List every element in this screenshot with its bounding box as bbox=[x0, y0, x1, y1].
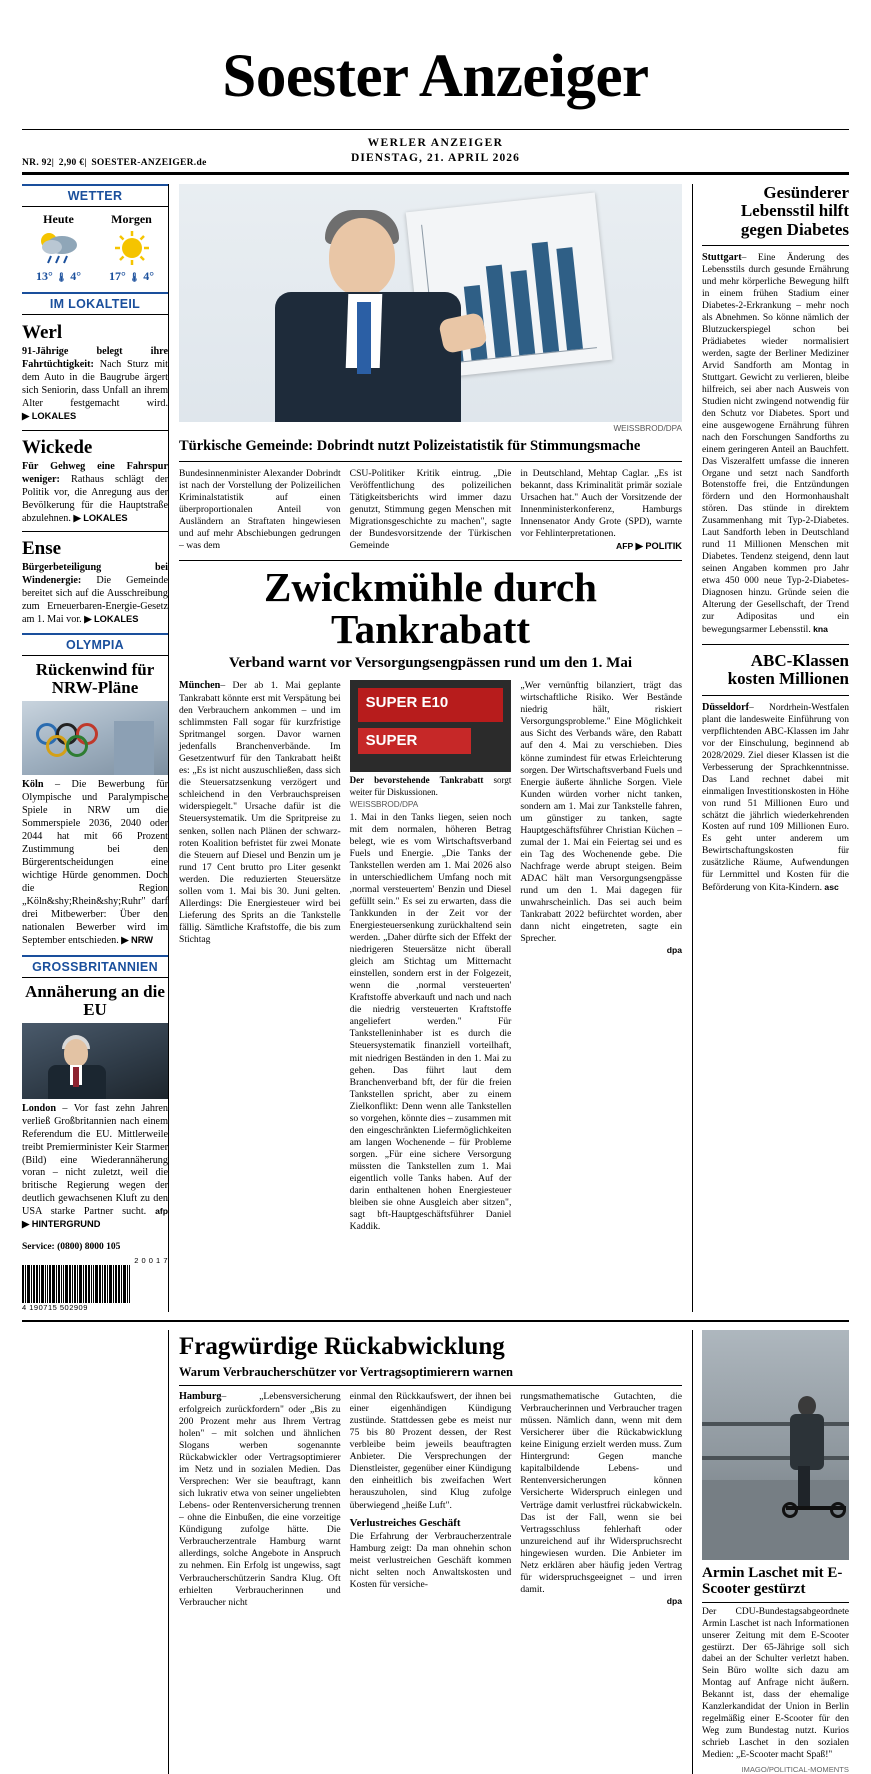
grossbritannien-ref[interactable]: ▶ HINTERGRUND bbox=[22, 1219, 101, 1230]
lokalteil-text-wickede: Rathaus schlägt der Politik vor, die Anregung aus der Bevölkerung für die Hauptstraße abzulehnen. bbox=[22, 473, 169, 524]
bottom-col2-subhead: Verlustreiches Geschäft bbox=[349, 1516, 461, 1529]
grossbritannien-source: afp bbox=[155, 1206, 168, 1217]
olympia-body: – Die Bewerbung für Olympische und Paralympische Spiele in NRW um die Sommerspiele 2036, 2040 oder 2044 hat mit 66 Prozent Zustimmung bei den Bürgerentscheidungen eine wichtige Hürde genommen. Doch die Region „Köln&shy;Rhein&shy;Ruhr" darf drei Mitbewerber: Über den nationalen Bewerber wird im September entschieden. bbox=[22, 779, 169, 946]
barcode-bars bbox=[22, 1265, 168, 1303]
issue-price: 2,90 € bbox=[58, 158, 85, 168]
main-headline: Zwickmühle durch Tankrabatt bbox=[263, 563, 597, 653]
bottom-middle bbox=[168, 1330, 692, 1774]
lokalteil-text-ense: Die Gemeinde bereitet sich auf die Ausschreibung zum Erneuerbaren-Energie-Gesetz am 1. Mai vor. bbox=[22, 575, 169, 626]
lokalteil-place-ense: Ense bbox=[22, 538, 62, 560]
olympia-headline: Rückenwind für NRW-Pläne bbox=[35, 660, 155, 698]
bottom-col1 bbox=[179, 1391, 341, 1608]
diabetes-text: Stuttgart– Eine Änderung des Lebensstils durch gesunde Ernährung und mehr körperliche Bewegung hilft in einem frühen Stadium einer Diabetes-2-Erkrankung – mehr noch als Abnehmen. So könne nämlich der Blutzuckerspiegel schon bei Prädiabetes wieder normalisiert werden, sagte der Berliner Mediziner Arvid Sandforth am Montag in Stuttgart. Gewicht zu verlieren, bleibe hilfreich, sei aber nach Ausweis von Studien nicht zwingend notwendig für den Schutz vor Diabetes. Sport und eine ausgewogene Ernährung führen nach den Forschungen Sandforths zu einem geringeren Anteil an Bauchfett. Das Viszeralfett umfasse die inneren Organe und setzt nach Sandforth Botenstoffe frei, die Entzündungen fördern und den Hormonhaushalt stören. Das stünde in direktem Zusammenhang mit Typ-2-Diabetes. Laut Sandforth leben in Deutschland rund 11 Millionen Menschen mit Diabetes. Tendenz steigend, denn laut seinen Angaben kommen pro Jahr etwa 450 000 neue Typ-2-Diabetes-Diagnosen hinzu. Gründe seien die Alterung der Gesellschaft, der Trend zur Adipositas und ein bewegungsarmer Lebensstil. kna bbox=[702, 252, 849, 636]
bottom-col3 bbox=[520, 1391, 682, 1608]
lokalteil-text-werl: Nach Sturz mit dem Auto in die Baugrube ärgert sich Seniorin, dass Unfall an ihrem Alter festgemacht wird. bbox=[22, 358, 168, 409]
masthead bbox=[22, 0, 849, 110]
issue-number: NR. 92 bbox=[22, 158, 52, 168]
grossbritannien-dateline: London bbox=[22, 1102, 56, 1114]
abc-text: Düsseldorf– Nordrhein-Westfalen plant die landesweite Einführung von verpflichtenden ABC-Klassen im Jahr vor der Einschulung, beginnend ab 2028/2029. Ziel dieser Klassen ist die Verbesserung der Sprachkenntnisse. Das Land rechnet dabei mit einmaligen Investitionskosten in Höhe von rund 51 Millionen Euro und schätzt die jährlich wiederkehrenden Kosten auf rund 109 Millionen Euro. Es geht unter anderem um Bewirtschaftungskosten für zusätzliche Räume, Aufwendungen für Lernmittel und Kosten für die Beförderung von Kita-Kindern. asc bbox=[702, 701, 849, 894]
main-grid bbox=[22, 184, 849, 1312]
bottom-source: dpa bbox=[666, 1595, 683, 1606]
top-story-col3: in Deutschland, Mehtap Caglar. „Es ist bekannt, dass Kriminalität primär soziale Ursachen hat." Auch der Vorsitzende der Innenministerkonferenz, Hamburgs Innensenator Andy Grote (SPD), warnte vor Fehlinterpretationen. bbox=[520, 467, 683, 539]
main-story-columns bbox=[179, 680, 682, 1233]
top-story-headline: Türkische Gemeinde: Dobrindt nutzt Polizeistatistik für Stimmungsmache bbox=[179, 438, 641, 454]
bottom-col3-text: rungsmathematische Gutachten, die Verbraucherinnen und Verbraucher tragen müssen. Nämlich dann, wenn mit dem Versicherer über die Rückabwicklung keine Einigung erzielt werden muss. Zum Hintergrund: Gegen manche kapitalbildende Lebens- und Rentenversicherungen können Versicherte Widerspruch einlegen und Verträge damit verlustfrei rückabwickeln. Das ist der Fall, wenn sie bei Vertragsschluss fehlerhaft oder unzureichend auf ihr Widerspruchsrecht hingewiesen wurden. Die Anbieter im Netz erklären aber häufig jeden Vertrag für widerspruchsgeeignet – und irren damit. bbox=[520, 1391, 683, 1595]
weather-today-high: 13° bbox=[35, 269, 53, 283]
laschet-block bbox=[692, 1330, 849, 1774]
lokalteil-item-werl bbox=[22, 346, 168, 424]
top-story-source: AFP bbox=[616, 540, 634, 551]
olympia-header: OLYMPIA bbox=[22, 633, 168, 656]
top-story-columns bbox=[179, 468, 682, 553]
gas-caption-rest: sorgt weiter für Diskussionen. bbox=[349, 775, 512, 797]
lokalteil-ref-ense[interactable]: ▶ LOKALES bbox=[84, 614, 139, 625]
abc-dateline: Düsseldorf bbox=[702, 701, 749, 713]
barcode bbox=[22, 1256, 168, 1312]
main-story-col3-text: „Wer vernünftig bilanziert, trägt das wirtschaftliche Risiko. Wer Bestände niedrig hält, riskiert Versorgungsprobleme." Eine Möglichkeit aus Sicht des Verbands wäre, den Rabatt auf den 4. Mai zu verschieben. Dies könne zumindest für etwas Erleichterung sorgen. Der Wirtschaftsverband Fuels und Energie äußerte ähnliche Sorgen. Viele Kunden würden vorher nicht tanken, sondern am 1. Mai zur Tankstelle fahren, um günstiger zu tanken, sagte Hauptgeschäftsführer Christian Küchen – zumal der 1. Mai ein Feiertag sei und es ein Tag des Wochenende gebe. Die Nachfrage werde abrupt steigen. Beim ADAC hält man Versorgungsengpässe rund um den 1. Mai dagegen für unwahrscheinlich. Das sei auch beim Tankrabatt 2022 befürchtet worden, aber dann nicht eingetreten, sagte ein Sprecher. bbox=[520, 680, 683, 944]
right-column bbox=[692, 184, 849, 1312]
gas-caption-bold: Der bevorstehende Tankrabatt bbox=[349, 775, 484, 786]
weather-tomorrow-high: 17° bbox=[108, 269, 126, 283]
laschet-photo-credit: IMAGO/POLITICAL-MOMENTS bbox=[741, 1765, 849, 1774]
middle-column bbox=[168, 184, 692, 1312]
weather-today bbox=[22, 212, 95, 284]
grossbritannien-header: GROSSBRITANNIEN bbox=[22, 955, 168, 978]
lokalteil-lead-ense: Bürgerbeteiligung bei Windenergie: bbox=[22, 562, 168, 587]
olympia-text bbox=[22, 779, 168, 947]
sun-icon bbox=[95, 227, 168, 269]
issue-line: NR. 92| 2,90 €| SOESTER-ANZEIGER.de bbox=[22, 158, 207, 168]
lokalteil-lead-werl: 91-Jährige belegt ihre Fahrtüchtigkeit: bbox=[22, 346, 168, 370]
bottom-left-spacer bbox=[22, 1330, 168, 1774]
lokalteil-place-werl: Werl bbox=[22, 322, 63, 343]
lokalteil-place-wickede: Wickede bbox=[22, 436, 93, 458]
barcode-digits: 4 190715 502909 bbox=[22, 1303, 88, 1313]
cloud-rain-icon bbox=[22, 227, 95, 269]
weather-today-label: Heute bbox=[43, 212, 74, 226]
lokalteil-header: IM LOKALTEIL bbox=[22, 292, 168, 315]
weather-header: WETTER bbox=[22, 184, 168, 207]
diabetes-dateline: Stuttgart bbox=[702, 252, 742, 264]
diabetes-headline: Gesünderer Lebensstil hilft gegen Diabetes bbox=[740, 183, 849, 239]
weather-row bbox=[22, 212, 168, 284]
main-story-col2 bbox=[350, 680, 512, 1233]
lokalteil-ref-wickede[interactable]: ▶ LOKALES bbox=[73, 512, 128, 523]
main-story-col1-text: München– Der ab 1. Mai geplante Tankrabatt könnte erst mit Verspätung bei den Verbrauchern ankommen – und im schlimmsten Fall sogar für kurzfristige Spritmangel sorgen. Davor warnen jedenfalls Branchenverbände. Im Gesetzentwurf für den Tankrabatt heißt es: „Es ist nicht auszuschließen, dass sich die Steuersatzsenkung verzögert und schleichend in den Verbrauchspreisen widerspiegelt." Ursache dafür ist die Steuersystematik. Um die Spritpreise zu senken, sollen nach Plänen der schwarz-roten Koalition befristet für zwei Monate die Steuern auf Diesel und Benzin um je rund 17 Cent brutto pro Liter gesenkt werden. Die reduzierten Steuersätze sollen vom 1. Mai bis 30. Juni gelten. Allerdings: Die Energiesteuer wird bei Lieferung des Sprits an die Tankstelle fällig. Sämtliche Kraftstoffe, die bis zum Stichtag bbox=[179, 680, 341, 945]
main-subheadline: Verband warnt vor Versorgungsengpässen rund um den 1. Mai bbox=[229, 655, 632, 672]
weather-tomorrow-label: Morgen bbox=[111, 212, 152, 226]
abc-source: asc bbox=[824, 882, 839, 893]
main-story-source: dpa bbox=[666, 945, 683, 956]
bottom-col1-text: Hamburg– „Lebensversicherung erfolgreich zurückfordern" oder „Bis zu 200 Prozent mehr aus Ihrem Vertrag holen" – mit solchen und ähnlichen Slogans werben sogenannte Rückabwickler oder Vertragsoptimierer im Netz und in sozialen Medien. Das Versprechen: Wer sie beauftragt, kann sich lukrativ etwa von seiner ungeliebten Lebens- oder Rentenversicherung trennen – ohne die Einbußen, die eine vorzeitige Kündigung zufolge hätte. Die Verbraucherzentrale Hamburg warnt allerdings, solche Angebote in Anspruch zu nehmen. Ein Erfolg ist ungewiss, sagt Verbraucherschützerin Sandra Klug. Oft erhielten Verbraucherinnen und Verbraucher nicht bbox=[179, 1391, 341, 1608]
weather-tomorrow bbox=[95, 212, 168, 284]
weather-tomorrow-low: 4° bbox=[143, 269, 155, 283]
main-story-col2-text: 1. Mai in den Tanks liegen, seien noch mit dem normalen, höheren Betrag belegt, wie es vom Wirtschaftsverband Fuels und Energie. „Die Tanks der Tankstellen werden am 1. Mai 2026 also in unterschiedlichem Umfang noch mit ,normal versteuertem' Benzin und Diesel gefüllt sein." Es sei zu erwarten, dass die Tankkunden in der Zeit vor der Energiesteuersenkung zurückhaltend sein werden. „Daher dürfte sich der Effekt der niedrigeren Steuersätze nicht überall gleich am Stichtag um Mitternacht einstellen, sondern erst in der Folgezeit, wenn die ,normal versteuerten' Kraftstoffe abverkauft und nach und nach die niedrig versteuerten Kraftstoffe angeliefert werden." Für Tankstelleninhaber ist es durch die Steuersystematik finanziell vorteilhaft, mit niedrigen Beständen in den 1. Mai zu gehen. Das führt laut dem Branchenverband bft, der für die freien Tankstellen spricht, aber zu einem Zielkonflikt: Denn wenn alle Tankstellen so vorgehen, könnte dies – zusammen mit den eingeschränkten Liefermöglichkeiten am langen Wochenende – für Probleme sorgen. „Für eine sichere Versorgung müssten die Tankstellen zum 1. Mai eigentlich volle Tanks haben. Auf der darin enthaltenen hohen Energiesteuer bleiben sie ohne Ausgleich aber sitzen", sagt bft-Hauptgeschäftsführer Daniel Kaddik. bbox=[349, 811, 512, 1232]
dobrindt-photo bbox=[179, 184, 682, 422]
bottom-col2-text: einmal den Rückkaufswert, der ihnen bei einer eigenhändigen Kündigung zustünde. Stattdessen gebe es meist nur 75 bis 80 Prozent dessen, der Rest verbleibe beim jeweils beauftragten Anbieter. Die Versprechungen der Dienstleister, gegenüber einer Kündigung den einheitlich bis zweifachen Wert herauszuholen, sind Klug zufolge überwiegend „heiße Luft". bbox=[349, 1391, 512, 1511]
bottom-col2 bbox=[350, 1391, 512, 1608]
lokalteil-item-ense bbox=[22, 562, 168, 627]
lokalteil-ref-werl[interactable]: ▶ LOKALES bbox=[22, 410, 77, 421]
main-story-col1 bbox=[179, 680, 341, 1233]
main-story-col3 bbox=[520, 680, 682, 1233]
bottom-dateline: Hamburg bbox=[179, 1391, 222, 1403]
olympia-dateline: Köln bbox=[22, 779, 44, 791]
gas-station-photo: SUPER E10 SUPER bbox=[350, 680, 512, 772]
olympia-photo bbox=[22, 701, 168, 775]
olympia-ref[interactable]: ▶ NRW bbox=[121, 934, 154, 945]
bottom-columns bbox=[179, 1391, 682, 1608]
starmer-photo bbox=[22, 1023, 168, 1099]
bottom-section bbox=[22, 1330, 849, 1774]
weather-tomorrow-temps: 17° 🌡 4° bbox=[108, 269, 155, 283]
website-url[interactable]: SOESTER-ANZEIGER.de bbox=[91, 158, 207, 168]
top-story-col1: Bundesinnenminister Alexander Dobrindt ist nach der Vorstellung der Polizeilichen Kriminalstatistik auf einen überproportionalen Anteil von Ausländern an Straftaten hingewiesen und auf mehr Abschiebungen gedrungen – was dem bbox=[179, 467, 341, 551]
top-story-ref[interactable]: ▶ POLITIK bbox=[635, 540, 683, 551]
gas-photo-caption bbox=[350, 775, 512, 798]
gas-photo-credit: WEISSBROD/DPA bbox=[349, 799, 419, 809]
publication-date: DIENSTAG, 21. APRIL 2026 bbox=[350, 152, 520, 164]
main-story-dateline: München bbox=[179, 680, 221, 692]
top-photo-area bbox=[179, 184, 682, 433]
service-line: Service: (0800) 8000 105 bbox=[22, 1242, 121, 1253]
edition-name: WERLER ANZEIGER bbox=[367, 137, 504, 149]
newspaper-title: Soester Anzeiger bbox=[222, 43, 649, 110]
laschet-text: Der CDU-Bundestagsabgeordnete Armin Laschet ist nach Informationen unserer Zeitung mit dem E-Scooter gestürzt. Der 65-Jährige soll sich dabei an der Schulter verletzt haben. Sein Büro wollte sich dazu am Montag auf Anfrage nicht äußern. Bekannt ist, dass der ehemalige Kanzlerkandidat der Union in Berlin regelmäßig einer E-Scooter für den Weg zum Bundestag nutzt. Kurios schrieb Laschet in den sozialen Medien: „E-Scooter macht Spaß!" bbox=[702, 1606, 849, 1761]
top-story-col2: CSU-Politiker Kritik eintrug. „Die Veröffentlichung des polizeilichen Tätigkeitsberichts wird immer dazu genutzt, Stimmung gegen Menschen mit Migrationsgeschichte zu machen", sagte der Bundesvorsitzende der Türkischen Gemeinde bbox=[349, 467, 512, 551]
laschet-photo bbox=[702, 1330, 849, 1560]
grossbritannien-body: – Vor fast zehn Jahren verließ Großbritannien nach einem Referendum die EU. Mittlerweile treibt Premierminister Keir Starmer (Bild) eine Wiederannäherung voran – nicht zuletzt, weil die britische Regierung wegen der deutlich gewachsenen Kluft zu den USA starke Partner sucht. bbox=[22, 1102, 169, 1218]
lokalteil-lead-wickede: Für Gehweg eine Fahrspur weniger: bbox=[22, 460, 168, 485]
photo-credit-top: WEISSBROD/DPA bbox=[613, 424, 682, 433]
weather-today-low: 4° bbox=[70, 269, 82, 283]
grossbritannien-headline: Annäherung an die EU bbox=[25, 981, 165, 1019]
lokalteil-item-wickede bbox=[22, 461, 168, 526]
bottom-headline: Fragwürdige Rückabwicklung bbox=[179, 1333, 505, 1361]
grossbritannien-text bbox=[22, 1103, 168, 1233]
bottom-col2b-text: Die Erfahrung der Verbraucherzentrale Hamburg zeigt: Da man ohnehin schon meist verlustreichen Geschäft kommen nicht selten noch Anwaltskosten und Kosten für versiche- bbox=[349, 1530, 512, 1590]
diabetes-source: kna bbox=[813, 624, 828, 635]
laschet-headline: Armin Laschet mit E-Scooter gestürzt bbox=[702, 1565, 843, 1598]
abc-headline: ABC-Klassen kosten Millionen bbox=[727, 651, 849, 689]
barcode-issue-number: 2 0 0 1 7 bbox=[134, 1256, 168, 1266]
left-column bbox=[22, 184, 168, 1312]
weather-today-temps: 13° 🌡 4° bbox=[35, 269, 82, 283]
bottom-subheadline: Warum Verbraucherschützer vor Vertragsoptimierern warnen bbox=[179, 1365, 513, 1380]
